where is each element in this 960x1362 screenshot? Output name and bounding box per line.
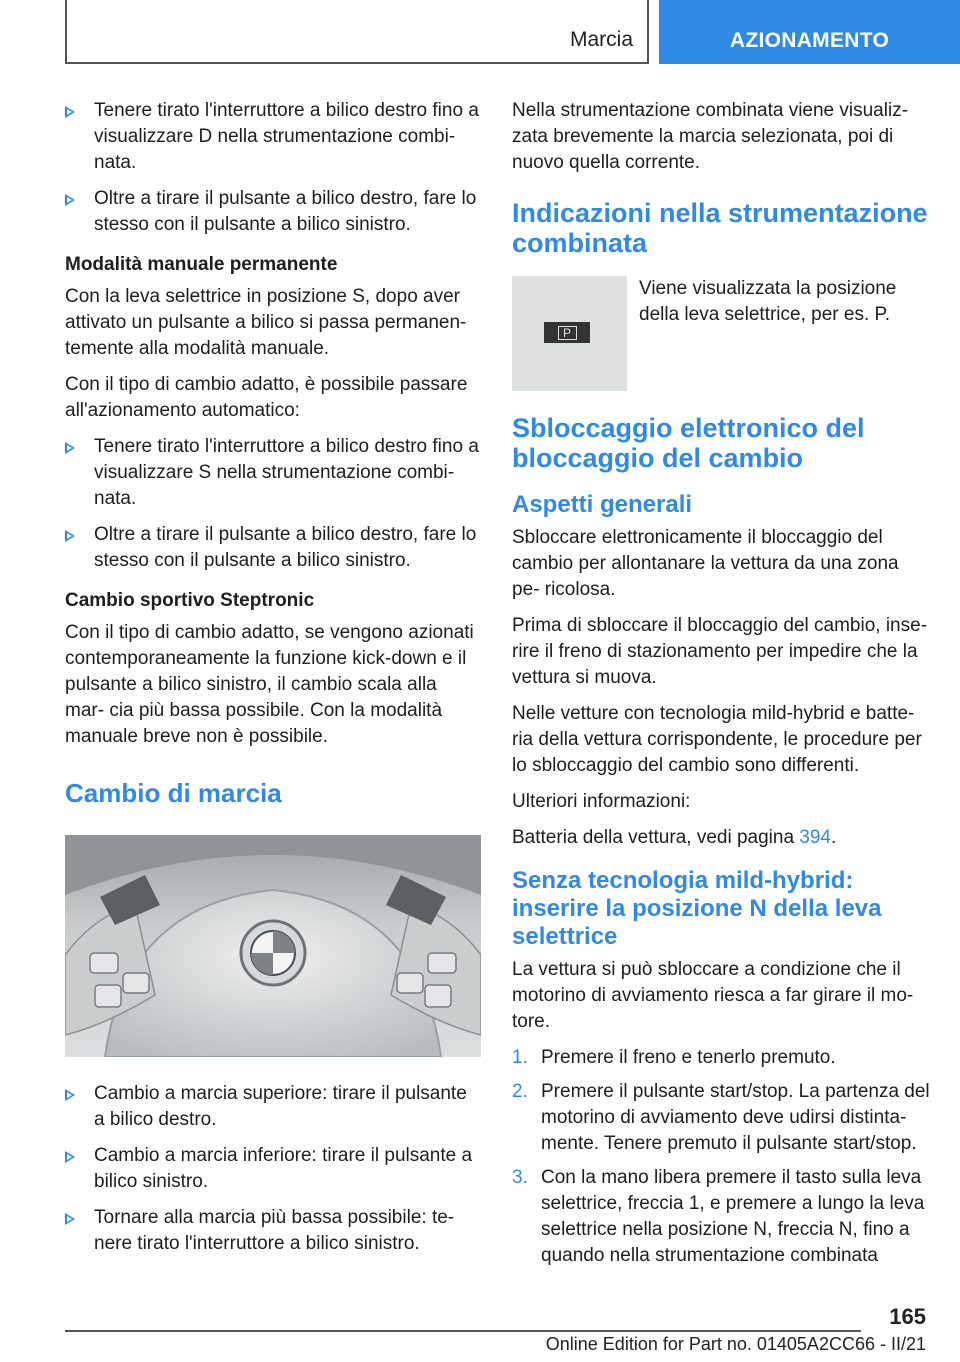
header-chapter-tab[interactable]: AZIONAMENTO: [659, 0, 960, 64]
list-item: Cambio a marcia inferiore: tirare il pulsante a bilico sinistro.: [65, 1143, 481, 1195]
list-item: Oltre a tirare il pulsante a bilico destro, fare lo stesso con il pulsante a bilico sinistro.: [65, 522, 481, 574]
heading-indicazioni: Indicazioni nella strumentazione combinata: [512, 198, 928, 258]
header-section-box: [65, 0, 649, 64]
gear-display-figure: [512, 276, 930, 391]
paragraph: Prima di sbloccare il bloccaggio del cambio, inse‐ rire il freno di stazionamento per impedire che la vettura si muova.: [512, 615, 928, 688]
list-item: Tornare alla marcia più bassa possibile: te‐ nere tirato l'interruttore a bilico sinistro.: [65, 1205, 481, 1257]
paragraph: Con il tipo di cambio adatto, è possibile passare all'azionamento automatico:: [65, 374, 468, 421]
right-column: [512, 98, 930, 1277]
list-item: 1. Premere il freno e tenerlo premuto.: [512, 1047, 836, 1068]
list-item: Tenere tirato l'interruttore a bilico destro fino a visualizzare S nella strumentazione combi‐ nata.: [65, 434, 481, 512]
left-column: [65, 98, 481, 1267]
steering-wheel-icon: [65, 835, 481, 1057]
list-item: 3. Con la mano libera premere il tasto sulla leva selettrice, freccia 1, e premere a lungo la leva selettrice nella posizione N, freccia N, fino a quando nella strumentazione combinata: [512, 1167, 925, 1266]
heading-aspetti-generali: Aspetti generali: [512, 491, 693, 518]
triangle-bullet-icon: [65, 1089, 75, 1101]
list-item: Oltre a tirare il pulsante a bilico destro, fare lo stesso con il pulsante a bilico sinistro.: [65, 186, 481, 238]
gear-p-indicator-icon: P: [544, 322, 590, 343]
list-item: 2. Premere il pulsante start/stop. La partenza del motorino di avviamento deve udirsi distinta‐ mente. Tenere premuto il pulsante start/stop.: [512, 1081, 930, 1154]
paragraph-page-ref: Batteria della vettura, vedi pagina 394.: [512, 827, 837, 848]
triangle-bullet-icon: [65, 442, 75, 454]
figure-caption: Viene visualizzata la posizione della leva selettrice, per es. P.: [639, 278, 897, 325]
paragraph: La vettura si può sbloccare a condizione che il motorino di avviamento riesca a far girare il mo‐ tore.: [512, 959, 914, 1032]
list-item: Tenere tirato l'interruttore a bilico destro fino a visualizzare D nella strumentazione combi‐ nata.: [65, 98, 481, 176]
triangle-bullet-icon: [65, 1151, 75, 1163]
triangle-bullet-icon: [65, 530, 75, 542]
footer-divider: [65, 1330, 861, 1332]
paragraph: Con la leva selettrice in posizione S, dopo aver attivato un pulsante a bilico si passa permanen‐ temente alla modalità manuale.: [65, 286, 467, 359]
paragraph: Con il tipo di cambio adatto, se vengono azionati contemporaneamente la funzione kick-down e il pulsante a bilico sinistro, il cambio scala alla mar‐ cia più bassa possibile. Con la modalità manuale breve non è possibile.: [65, 622, 474, 747]
edition-note: Online Edition for Part no. 01405A2CC66 - II/21: [545, 1334, 926, 1354]
paragraph: Ulteriori informazioni:: [512, 791, 691, 812]
heading-sbloccaggio: Sbloccaggio elettronico del bloccaggio del cambio: [512, 413, 865, 473]
triangle-bullet-icon: [65, 1213, 75, 1225]
paragraph: Sbloccare elettronicamente il bloccaggio del cambio per allontanare la vettura da una zona pe‐ ricolosa.: [512, 527, 899, 600]
heading-senza-mild-hybrid: Senza tecnologia mild-hybrid: inserire la posizione N della leva selettrice: [512, 867, 882, 950]
gear-display-image: [512, 276, 627, 391]
paragraph: Nelle vetture con tecnologia mild-hybrid e batte‐ ria della vettura corrispondente, le procedure per lo sbloccaggio del cambio sono differenti.: [512, 703, 922, 776]
triangle-bullet-icon: [65, 106, 75, 118]
header-section-title: Marcia: [569, 28, 633, 51]
subheading-steptronic: Cambio sportivo Steptronic: [65, 590, 315, 611]
heading-cambio-di-marcia: Cambio di marcia: [65, 778, 282, 808]
triangle-bullet-icon: [65, 194, 75, 206]
paragraph: Nella strumentazione combinata viene visualiz‐ zata brevemente la marcia selezionata, poi di nuovo quella corrente.: [512, 100, 909, 173]
page-link-394[interactable]: 394: [799, 827, 831, 848]
page-number: 165: [889, 1304, 926, 1329]
steering-wheel-image: [65, 835, 481, 1057]
subheading-manual-mode: Modalità manuale permanente: [65, 254, 338, 275]
list-item: Cambio a marcia superiore: tirare il pulsante a bilico destro.: [65, 1081, 481, 1133]
